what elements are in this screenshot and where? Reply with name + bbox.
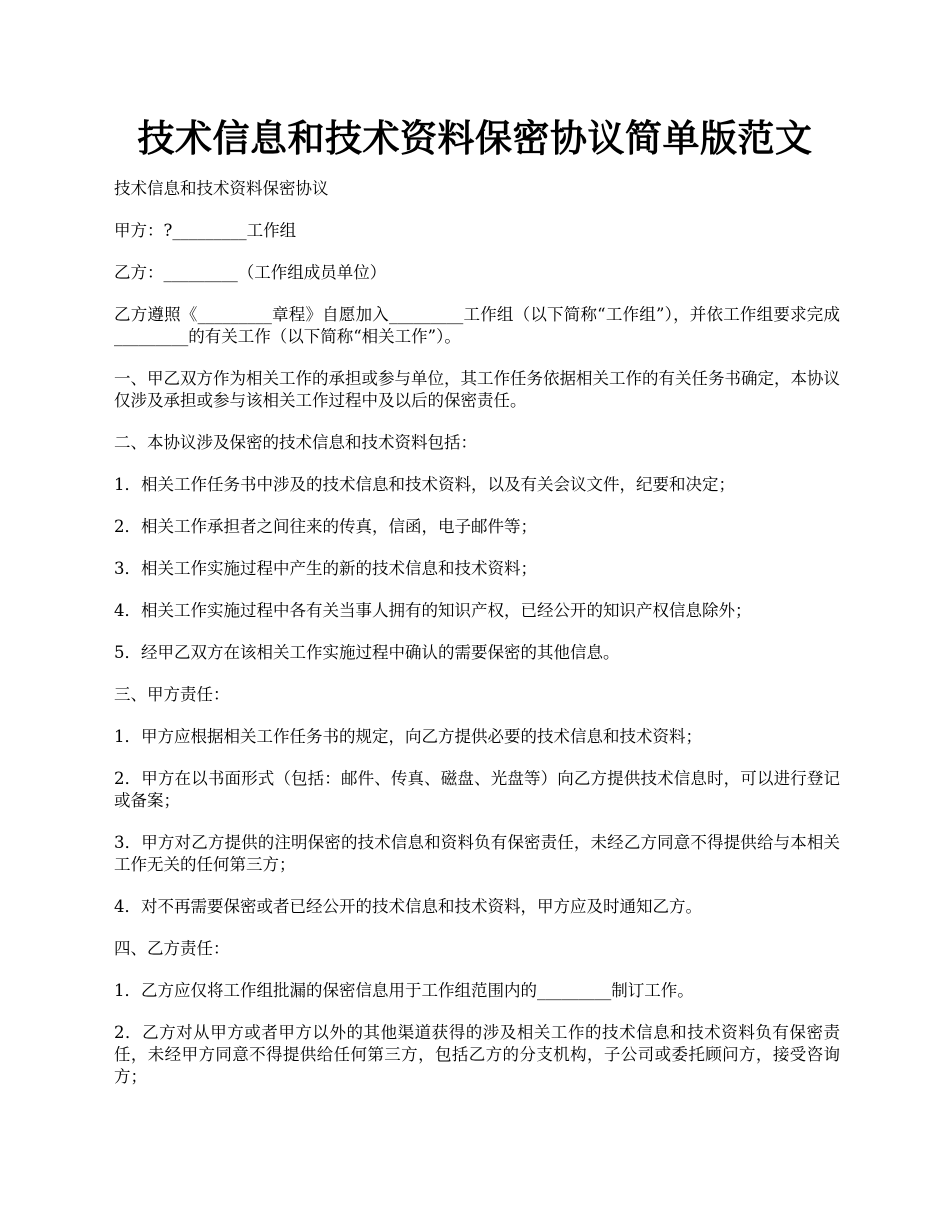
section-4-heading: 四、乙方责任： bbox=[114, 939, 230, 958]
section-3-item-2: 2．甲方在以书面形式（包括：邮件、传真、磁盘、光盘等）向乙方提供技术信息时，可以进行登记或备案； bbox=[114, 769, 840, 810]
doc-subtitle: 技术信息和技术资料保密协议 bbox=[114, 179, 329, 198]
document-title: 技术信息和技术资料保密协议简单版范文 bbox=[137, 116, 813, 160]
document-body bbox=[114, 178, 840, 1108]
party-b-line: 乙方：_________（工作组成员单位） bbox=[114, 263, 387, 282]
section-2-heading: 二、本协议涉及保密的技术信息和技术资料包括： bbox=[114, 433, 477, 452]
section-1-paragraph: 一、甲乙双方作为相关工作的承担或参与单位，其工作任务依据相关工作的有关任务书确定，本协议仅涉及承担或参与该相关工作过程中及以后的保密责任。 bbox=[114, 369, 840, 410]
section-2-item-3: 3．相关工作实施过程中产生的新的技术信息和技术资料； bbox=[114, 559, 537, 578]
section-4-item-2: 2．乙方对从甲方或者甲方以外的其他渠道获得的涉及相关工作的技术信息和技术资料负有保密责任，未经甲方同意不得提供给任何第三方，包括乙方的分支机构，子公司或委托顾问方，接受咨询方； bbox=[114, 1023, 840, 1086]
section-2-item-4: 4．相关工作实施过程中各有关当事人拥有的知识产权，已经公开的知识产权信息除外； bbox=[114, 601, 752, 620]
section-2-item-1: 1．相关工作任务书中涉及的技术信息和技术资料，以及有关会议文件，纪要和决定； bbox=[114, 475, 735, 494]
section-2-item-5: 5．经甲乙双方在该相关工作实施过程中确认的需要保密的其他信息。 bbox=[114, 643, 620, 662]
preamble-paragraph: 乙方遵照《_________章程》自愿加入_________工作组（以下简称“工作组”），并依工作组要求完成_________的有关工作（以下简称“相关工作”）。 bbox=[114, 305, 840, 346]
party-a-line: 甲方：?_________工作组 bbox=[114, 221, 297, 240]
section-3-item-3: 3．甲方对乙方提供的注明保密的技术信息和资料负有保密责任，未经乙方同意不得提供给与本相关工作无关的任何第三方； bbox=[114, 833, 840, 874]
section-4-item-1: 1．乙方应仅将工作组批漏的保密信息用于工作组范围内的_________制订工作。 bbox=[114, 981, 694, 1000]
section-3-heading: 三、甲方责任： bbox=[114, 685, 230, 704]
section-2-item-2: 2．相关工作承担者之间往来的传真，信函，电子邮件等； bbox=[114, 517, 537, 536]
section-3-item-1: 1．甲方应根据相关工作任务书的规定，向乙方提供必要的技术信息和技术资料； bbox=[114, 727, 702, 746]
section-3-item-4: 4．对不再需要保密或者已经公开的技术信息和技术资料，甲方应及时通知乙方。 bbox=[114, 897, 702, 916]
